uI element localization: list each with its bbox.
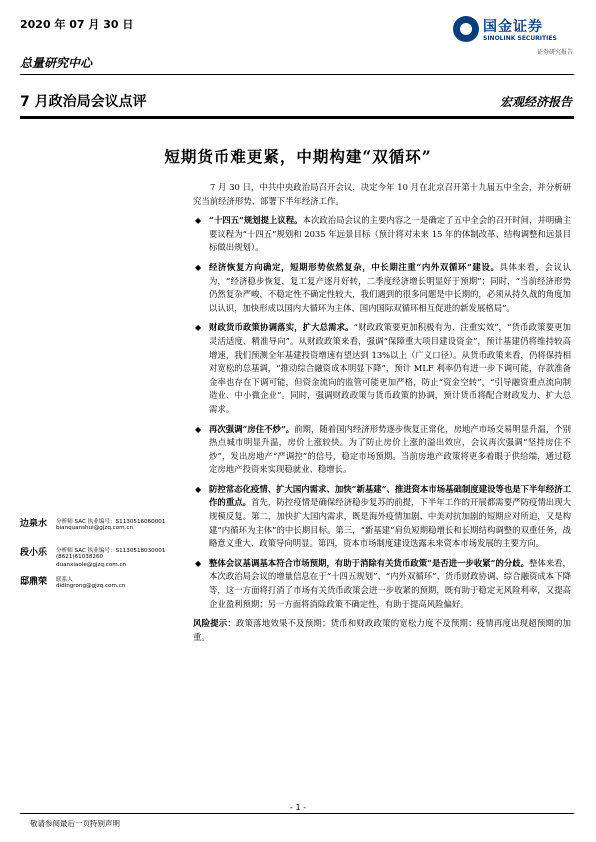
bullet-diamond-icon: ◆ [195, 262, 202, 272]
bullet-item [193, 214, 571, 255]
bullet-text: “财政政策要更加积极有为、注重实效”，“货币政策要更加灵活适度、精准导向”。从财政政策来看，强调“保障重大项目建设资金”，预计基建仍将维持较高增速，我们预测全年基建投资增速有望达到 13%以上（广义口径）。从货币政策来看，仍将保持相对宽松的总基调，“推动综合融资成本明显下降”，预计 MLF 利率仍有进一步下调可能，存款准备金率也存在下调可能，但资金流向的监管可能更加严格，防止“资金空转”，“引导融资重点流向制造业、中小微企业”。同时，强调财政政策与货币政策的协调，预计货币将配合财政发力、扩大总需求。 [209, 322, 572, 414]
bullet-item [193, 321, 571, 416]
bullet-lead: “十四五”规划提上议程。 [209, 215, 303, 226]
report-date: 2020 年 07 月 30 日 [20, 18, 134, 31]
report-type: 宏观经济报告 [499, 95, 572, 109]
bullet-diamond-icon: ◆ [195, 323, 202, 333]
report-body [193, 181, 571, 644]
bullet-item [193, 557, 571, 611]
bullet-lead: 整体会议基调基本符合市场预期，有助于消除有关货币政策“是否进一步收紧”的分歧。 [209, 557, 530, 568]
analyst-role: 分析师 SAC 执业编号：S1130516060001 [56, 519, 166, 525]
bullet-diamond-icon: ◆ [195, 484, 202, 494]
bullet-diamond-icon: ◆ [195, 216, 202, 226]
analyst-name: 邸鼎荣 [20, 577, 48, 587]
analyst-phone: (8621)61038260 [56, 554, 104, 560]
analyst-email[interactable]: didingrong@gjzq.com.cn [56, 583, 126, 589]
logo-subtitle: 证券研究报告 [536, 49, 573, 56]
analyst-role: 联系人 [56, 577, 73, 583]
risk-label: 风险提示： [193, 618, 236, 629]
analyst-name: 边泉水 [20, 519, 48, 529]
headline: 短期货币难更紧，中期构建“双循环” [164, 147, 432, 166]
risk-warning [193, 617, 571, 644]
bullet-item [193, 261, 571, 315]
bullet-text: 本次政治局会议的主要内容之一是确定了五中全会的召开时间，并明确主要议程为“十四五”规划和 2035 年远景目标（预计将对未来 15 年的体制改革、结构调整和远景目标做出规划）。 [209, 215, 571, 253]
analyst-role: 分析师 SAC 执业编号：S1130518030001 [56, 548, 166, 554]
company-logo [453, 14, 573, 58]
bullet-lead: 防控常态化疫情、扩大国内需求、加快“新基建”、推进资本市场基础制度建设等也是下半年经济工作的重点。 [209, 483, 571, 508]
analyst-email[interactable]: bianquanshui@gjzq.com.cn [56, 525, 134, 531]
bullet-text: 具体来看，会议认为，“经济稳步恢复，复工复产逐月好转，二季度经济增长明显好于预期”；同时，“当前经济形势仍然复杂严峻，不稳定性不确定性较大，我们遇到的很多问题是中长期的，必须从持久战的角度加以认识，加快形成以国内大循环为主体、国内国际双循环相互促进的新发展格局”。 [209, 261, 572, 313]
bullet-text: 整体来看，本次政治局会议的增量信息在于“十四五规划”、“内外双循环”、货币财政协调、综合融资成本下降等，这一方面将打消了市场有关货币政策会进一步收紧的预期，既有助于稳定无风险利率，又提高企业盈利预期；另一方面将消除政策不确定性，有助于提高风险偏好。 [209, 557, 571, 609]
title-divider [20, 116, 574, 119]
logo-english-name: SINOLINK SECURITIES [483, 35, 557, 42]
header-divider [20, 74, 574, 75]
risk-text: 政策落地效果不及预期；货币和财政政策的宽松力度不及预期；疫情再度出现超预期的加重。 [193, 618, 572, 642]
logo-name: 国金证券 [483, 19, 543, 35]
bullet-text: 首先，防控疫情是确保经济稳步复苏的前提，下半年工作的开展都需要严防疫情出现大规模反复。第二，加快扩大国内需求，既是海外疫情加剧、中美对抗加剧的短期应对所迫，又是构建“内循环为主体”的中长期目标。第三，“新基建”肩负短期稳增长和长期结构调整的双重任务，战略意义重大、政策导向明显。第四，资本市场制度建设迭露未来资本市场发展的主要方向。 [209, 497, 572, 549]
disclaimer-note: 敬请参阅最后一页特别声明 [30, 819, 120, 828]
intro-paragraph: 7 月 30 日，中共中央政治局召开会议，决定今年 10 月在北京召开第十九届五中全会，并分析研究当前经济形势、部署下半年经济工作。 [193, 182, 571, 206]
analyst-name: 段小乐 [20, 548, 48, 558]
bullet-diamond-icon: ◆ [195, 424, 202, 434]
bullet-lead: 经济恢复方向确定，短期形势依然复杂，中长期注重“内外双循环”建设。 [209, 261, 500, 272]
page-number: - 1 - [290, 803, 306, 812]
bullet-lead: 再次强调“房住不炒”。 [209, 423, 295, 434]
logo-emblem-icon [453, 16, 479, 42]
footer-divider [20, 813, 574, 814]
bullet-diamond-icon: ◆ [195, 558, 202, 568]
bullet-item [193, 483, 571, 551]
bullet-lead: 财政货币政策协调落实，扩大总需求。 [209, 322, 354, 333]
document-title: 7 月政治局会议点评 [20, 94, 147, 110]
bullet-item [193, 423, 571, 477]
research-center: 总量研究中心 [20, 56, 93, 70]
analyst-email[interactable]: duanxiaole@gjzq.com.cn [56, 562, 127, 568]
bullet-text: 前期，随着国内经济形势逐步恢复正常化，房地产市场交易明显升温，个别热点城市明显升温，房价上涨较快。为了防止房价上涨的溢出效应，会议再次强调“坚持房住不炒”，发出房地产“严调控”的信号，稳定市场预期。当前房地产政策将更多着眼于供给端，通过稳定房地产投资来实现稳就业、稳增长。 [209, 423, 571, 475]
